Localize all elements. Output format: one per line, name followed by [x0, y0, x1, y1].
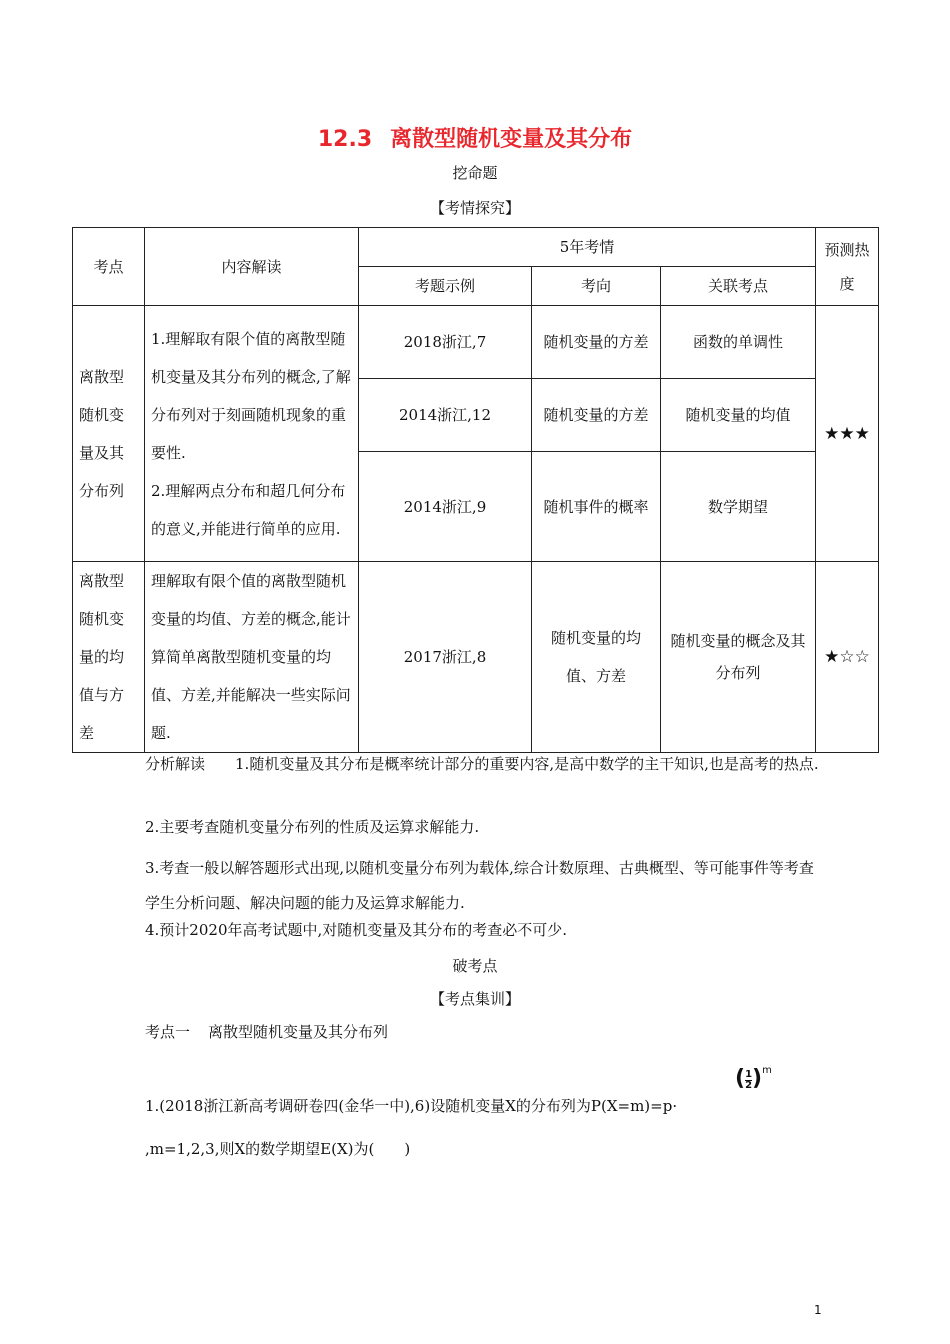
header-kaodian: 考点 [73, 228, 145, 306]
cell-kaoxiang: 随机变量的方差 [532, 306, 661, 379]
header-wunian: 5年考情 [359, 228, 816, 267]
header-guanlian: 关联考点 [661, 267, 816, 306]
cell-kaoxiang: 随机变量的方差 [532, 379, 661, 452]
cell-guanlian: 函数的单调性 [661, 306, 816, 379]
cell-kaoxiang: 随机事件的概率 [532, 452, 661, 562]
cell-shili: 2017浙江,8 [359, 562, 532, 753]
exam-analysis-table [72, 227, 879, 753]
subsection-heading-jixun: 【考点集训】 [429, 990, 520, 1008]
analysis-label: 分析解读 [145, 755, 206, 773]
header-kaoxiang: 考向 [532, 267, 661, 306]
cell-shili: 2018浙江,7 [359, 306, 532, 379]
title-number: 12.3 [317, 127, 373, 152]
cell-guanlian: 数学期望 [661, 452, 816, 562]
header-yuce: 预测热度 [816, 228, 879, 306]
analysis-p3: 3.考查一般以解答题形式出现,以随机变量分布列为载体,综合计数原理、古典概型、等可能事件等考查学生分析问题、解决问题的能力及运算求解能力. [145, 859, 814, 912]
cell-neirong-2: 理解取有限个值的离散型随机变量的均值、方差的概念,能计算简单离散型随机变量的均值、方差,并能解决一些实际问题. [145, 562, 359, 753]
cell-kaoxiang: 随机变量的均值、方差 [532, 562, 661, 753]
header-shili: 考题示例 [359, 267, 532, 306]
cell-guanlian: 随机变量的均值 [661, 379, 816, 452]
analysis-p1: 分析解读 1.随机变量及其分布是概率统计部分的重要内容,是高中数学的主干知识,也是高考的热点. [145, 755, 819, 773]
cell-shili: 2014浙江,12 [359, 379, 532, 452]
subsection-heading-kaoqing: 【考情探究】 [429, 199, 520, 217]
cell-neirong-1: 1.理解取有限个值的离散型随机变量及其分布列的概念,了解分布列对于刻画随机现象的重要性. 2.理解两点分布和超几何分布的意义,并能进行简单的应用. [145, 306, 359, 562]
heat-stars-2: ★☆☆ [816, 562, 879, 753]
section-heading-pokaodian: 破考点 [452, 957, 498, 975]
problem1-line2: ,m=1,2,3,则X的数学期望E(X)为( ) [145, 1140, 411, 1158]
page-number: 1 [814, 1303, 822, 1317]
analysis-p4: 4.预计2020年高考试题中,对随机变量及其分布的考查必不可少. [145, 921, 568, 939]
heat-stars-1: ★★★ [816, 306, 879, 562]
kaodian-heading: 考点一 离散型随机变量及其分布列 [145, 1023, 389, 1041]
cell-kaodian-1: 离散型随机变量及其分布列 [73, 306, 145, 562]
problem1-line1: 1.(2018浙江新高考调研卷四(金华一中),6)设随机变量X的分布列为P(X=m)=p· [145, 1097, 678, 1115]
title-text: 离散型随机变量及其分布 [390, 127, 633, 152]
section-heading-wamingti: 挖命题 [452, 164, 498, 182]
cell-kaodian-2: 离散型随机变量的均值与方差 [73, 562, 145, 753]
fraction-half-power-m: ( $\frac{1}{2}$ )$^m$ [735, 1064, 772, 1091]
analysis-p2: 2.主要考查随机变量分布列的性质及运算求解能力. [145, 818, 480, 836]
cell-shili: 2014浙江,9 [359, 452, 532, 562]
page-title [0, 122, 950, 153]
header-neirong: 内容解读 [145, 228, 359, 306]
cell-guanlian: 随机变量的概念及其分布列 [661, 562, 816, 753]
